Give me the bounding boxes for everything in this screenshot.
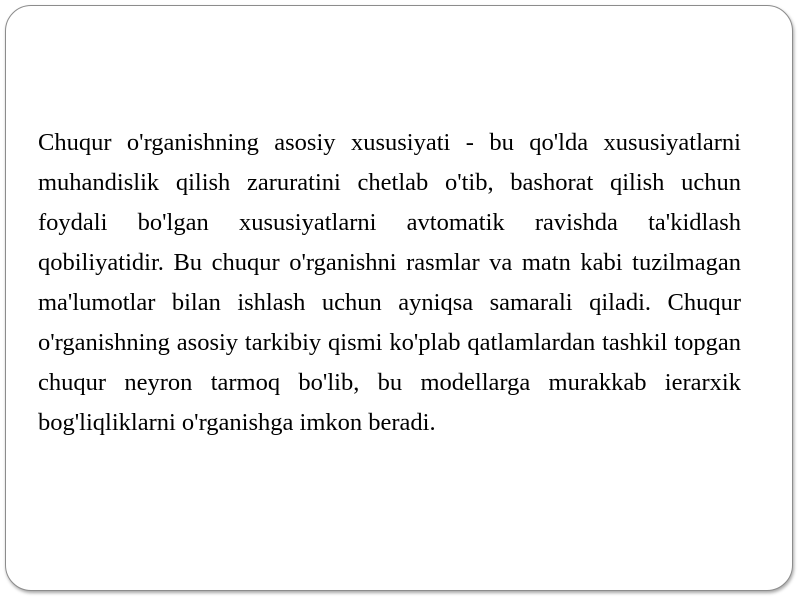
slide-body-text: Chuqur o'rganishning asosiy xususiyati - bu qo'lda xususiyatlarni muhandislik qilish zaruratini chetlab o'tib, bashorat qilish uchun foydali bo'lgan xususiyatlarni avtomatik ravishda ta'kidlash qobiliyatidir. Bu chuqur o'rganishni rasmlar va matn kabi tuzilmagan ma'lumotlar bilan ishlash uchun ayniqsa samarali qiladi. Chuqur o'rganishning asosiy tarkibiy qismi ko'plab qatlamlardan tashkil topgan chuqur neyron tarmoq bo'lib, bu modellarga murakkab ierarxik bog'liqliklarni o'rganishga imkon beradi.: [38, 129, 741, 436]
